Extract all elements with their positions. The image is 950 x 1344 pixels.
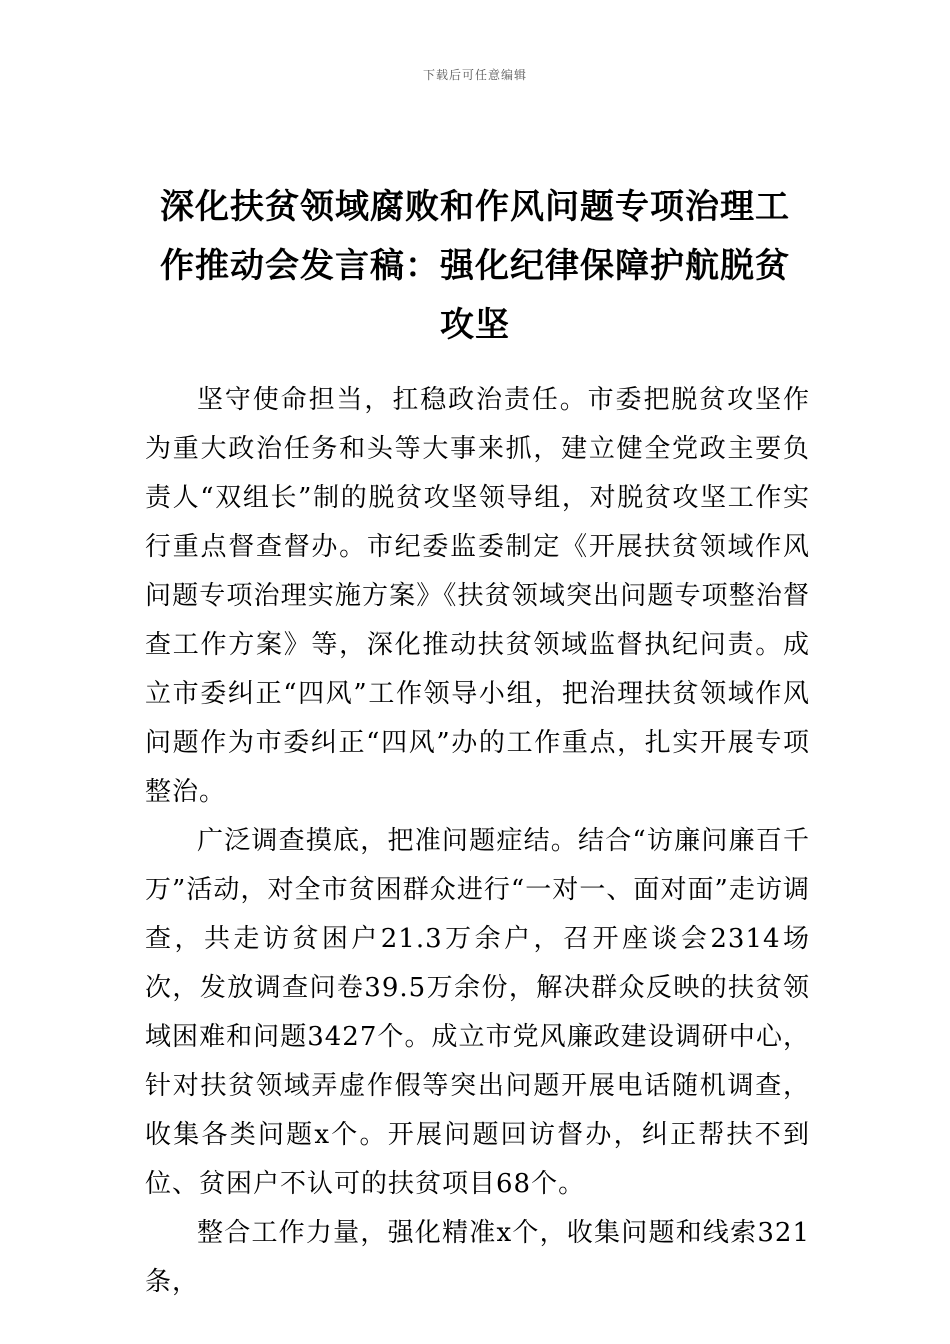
page-header-note: 下载后可任意编辑 bbox=[422, 68, 527, 82]
paragraph-1: 坚守使命担当，扛稳政治责任。市委把脱贫攻坚作为重大政治任务和头等大事来抓，建立健全党政主要负责人“双组长”制的脱贫攻坚领导组，对脱贫攻坚工作实行重点督查督办。市纪委监委制定《开展扶贫领域作风问题专项治理实施方案》《扶贫领域突出问题专项整治督查工作方案》等，深化推动扶贫领域监督执纪问责。成立市委纠正“四风”工作领导小组，把治理扶贫领域作风问题作为市委纠正“四风”办的工作重点，扎实开展专项整治。 bbox=[145, 385, 810, 807]
paragraph-2: 广泛调查摸底，把准问题症结。结合“访廉问廉百千万”活动，对全市贫困群众进行“一对一、面对面”走访调查，共走访贫困户21.3万余户，召开座谈会2314场次，发放调查问卷39.5万余份，解决群众反映的扶贫领域困难和问题3427个。成立市党风廉政建设调研中心，针对扶贫领域弄虚作假等突出问题开展电话随机调查，收集各类问题x个。开展问题回访督办，纠正帮扶不到位、贫困户不认可的扶贫项目68个。 bbox=[145, 826, 810, 1199]
document-title: 深化扶贫领域腐败和作风问题专项治理工作推动会发言稿：强化纪律保障护航脱贫攻坚 bbox=[160, 187, 790, 345]
document-body bbox=[145, 376, 810, 1307]
paragraph-3: 整合工作力量，强化精准x个，收集问题和线索321条， bbox=[145, 1218, 810, 1297]
